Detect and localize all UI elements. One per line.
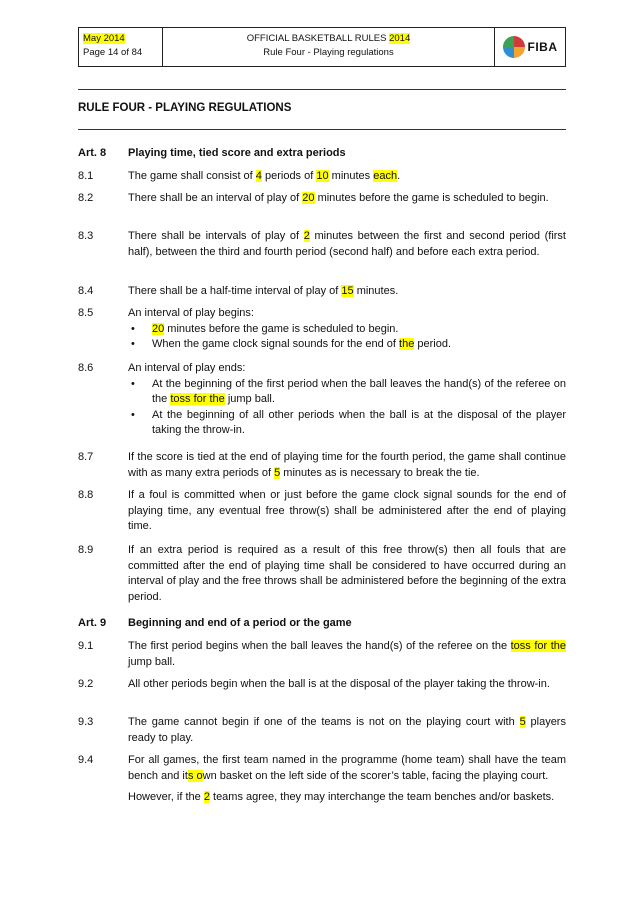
header-date: May 2014	[83, 33, 125, 44]
list-item: • 20 minutes before the game is scheduled to begin.	[128, 322, 566, 338]
article-8-8	[78, 488, 566, 535]
divider-title	[78, 129, 566, 130]
article-9-2	[78, 677, 566, 693]
art8-heading-row	[78, 146, 566, 162]
clause-number: 8.3	[78, 230, 94, 242]
clause-number: 9.3	[78, 716, 94, 728]
article-8-2	[78, 191, 566, 207]
header-page-number: Page 14 of 84	[83, 47, 143, 58]
clause-text: An interval of play begins: • 20 minutes before the game is scheduled to begin. • When the game clock signal sounds for the end of the period.	[128, 306, 566, 353]
basketball-logo-icon	[503, 36, 525, 58]
clause-number: 9.2	[78, 678, 94, 690]
clause-number: 8.7	[78, 451, 94, 463]
article-8-9	[78, 543, 566, 605]
header-logo-cell	[495, 28, 565, 66]
logo-wordmark: FIBA	[527, 40, 558, 54]
art9-heading-row	[78, 616, 566, 632]
header-doc-title: OFFICIAL BASKETBALL RULES	[246, 33, 390, 44]
fiba-logo	[503, 36, 558, 58]
header-subtitle: Rule Four - Playing regulations	[263, 47, 394, 58]
list-item: • At the beginning of all other periods when the ball is at the disposal of the player taking the throw-in.	[128, 408, 566, 439]
clause-text: For all games, the first team named in the programme (home team) shall have the team bench and its own basket on the left side of the scorer’s table, facing the playing court. However, if the 2 teams agree, they may interchange the team benches and/or baskets.	[128, 754, 566, 803]
clause-text: The game shall consist of 4 periods of 10 minutes each.	[128, 170, 401, 182]
clause-text: If the score is tied at the end of playing time for the fourth period, the game shall continue with as many extra periods of 5 minutes as is necessary to break the tie.	[128, 451, 566, 479]
art8-heading: Playing time, tied score and extra periods	[128, 147, 346, 159]
clause-text: If a foul is committed when or just before the game clock signal sounds for the end of playing time, any eventual free throw(s) shall be administered after the end of playing time.	[128, 489, 566, 532]
clause-text: There shall be a half-time interval of play of 15 minutes.	[128, 285, 399, 297]
bullet-list	[128, 377, 566, 439]
article-9-1	[78, 639, 566, 670]
clause-text: There shall be intervals of play of 2 minutes between the first and second period (first half), between the third and fourth period (second half) and before each extra period.	[128, 230, 566, 258]
list-item: • At the beginning of the first period when the ball leaves the hand(s) of the referee on the toss for the jump ball.	[128, 377, 566, 408]
clause-number: 9.1	[78, 640, 94, 652]
art8-number: Art. 8	[78, 147, 107, 159]
article-8-7	[78, 450, 566, 481]
list-item: • When the game clock signal sounds for the end of the period.	[128, 337, 566, 353]
clause-text: If an extra period is required as a result of this free throw(s) then all fouls that are committed after the end of playing time shall be considered to have occurred during an interval of play and the free throws shall be administered before the beginning of the extra period.	[128, 544, 566, 603]
art9-heading: Beginning and end of a period or the game	[128, 617, 352, 629]
header-meta	[79, 28, 163, 66]
article-8-4	[78, 284, 566, 300]
divider-top	[78, 89, 566, 90]
article-9-3	[78, 715, 566, 746]
clause-text: The game cannot begin if one of the teams is not on the playing court with 5 players ready to play.	[128, 716, 566, 744]
header-doc-info	[163, 28, 495, 66]
clause-text: An interval of play ends: • At the beginning of the first period when the ball leaves the hand(s) of the referee on the toss for the jump ball. • At the beginning of all other periods when the ball is at the disposal of the player taking the throw-in.	[128, 361, 566, 439]
clause-text: There shall be an interval of play of 20 minutes before the game is scheduled to begin.	[128, 192, 549, 204]
clause-number: 8.1	[78, 170, 94, 182]
clause-number: 8.4	[78, 285, 94, 297]
clause-number: 8.6	[78, 362, 94, 374]
clause-number: 8.5	[78, 307, 94, 319]
clause-number: 8.2	[78, 192, 94, 204]
clause-text: All other periods begin when the ball is at the disposal of the player taking the throw-in.	[128, 678, 550, 690]
article-8-6	[78, 361, 566, 439]
page-title: RULE FOUR - PLAYING REGULATIONS	[78, 102, 292, 114]
article-8-1	[78, 169, 566, 185]
page-header	[78, 27, 566, 67]
header-doc-year: 2014	[389, 33, 411, 44]
article-9-4	[78, 753, 566, 806]
clause-number: 8.8	[78, 489, 94, 501]
clause-text: The first period begins when the ball leaves the hand(s) of the referee on the toss for the jump ball.	[128, 640, 566, 668]
art9-number: Art. 9	[78, 617, 107, 629]
article-8-5	[78, 306, 566, 353]
bullet-list	[128, 322, 566, 353]
clause-number: 9.4	[78, 754, 94, 766]
article-8-3	[78, 229, 566, 260]
clause-number: 8.9	[78, 544, 94, 556]
